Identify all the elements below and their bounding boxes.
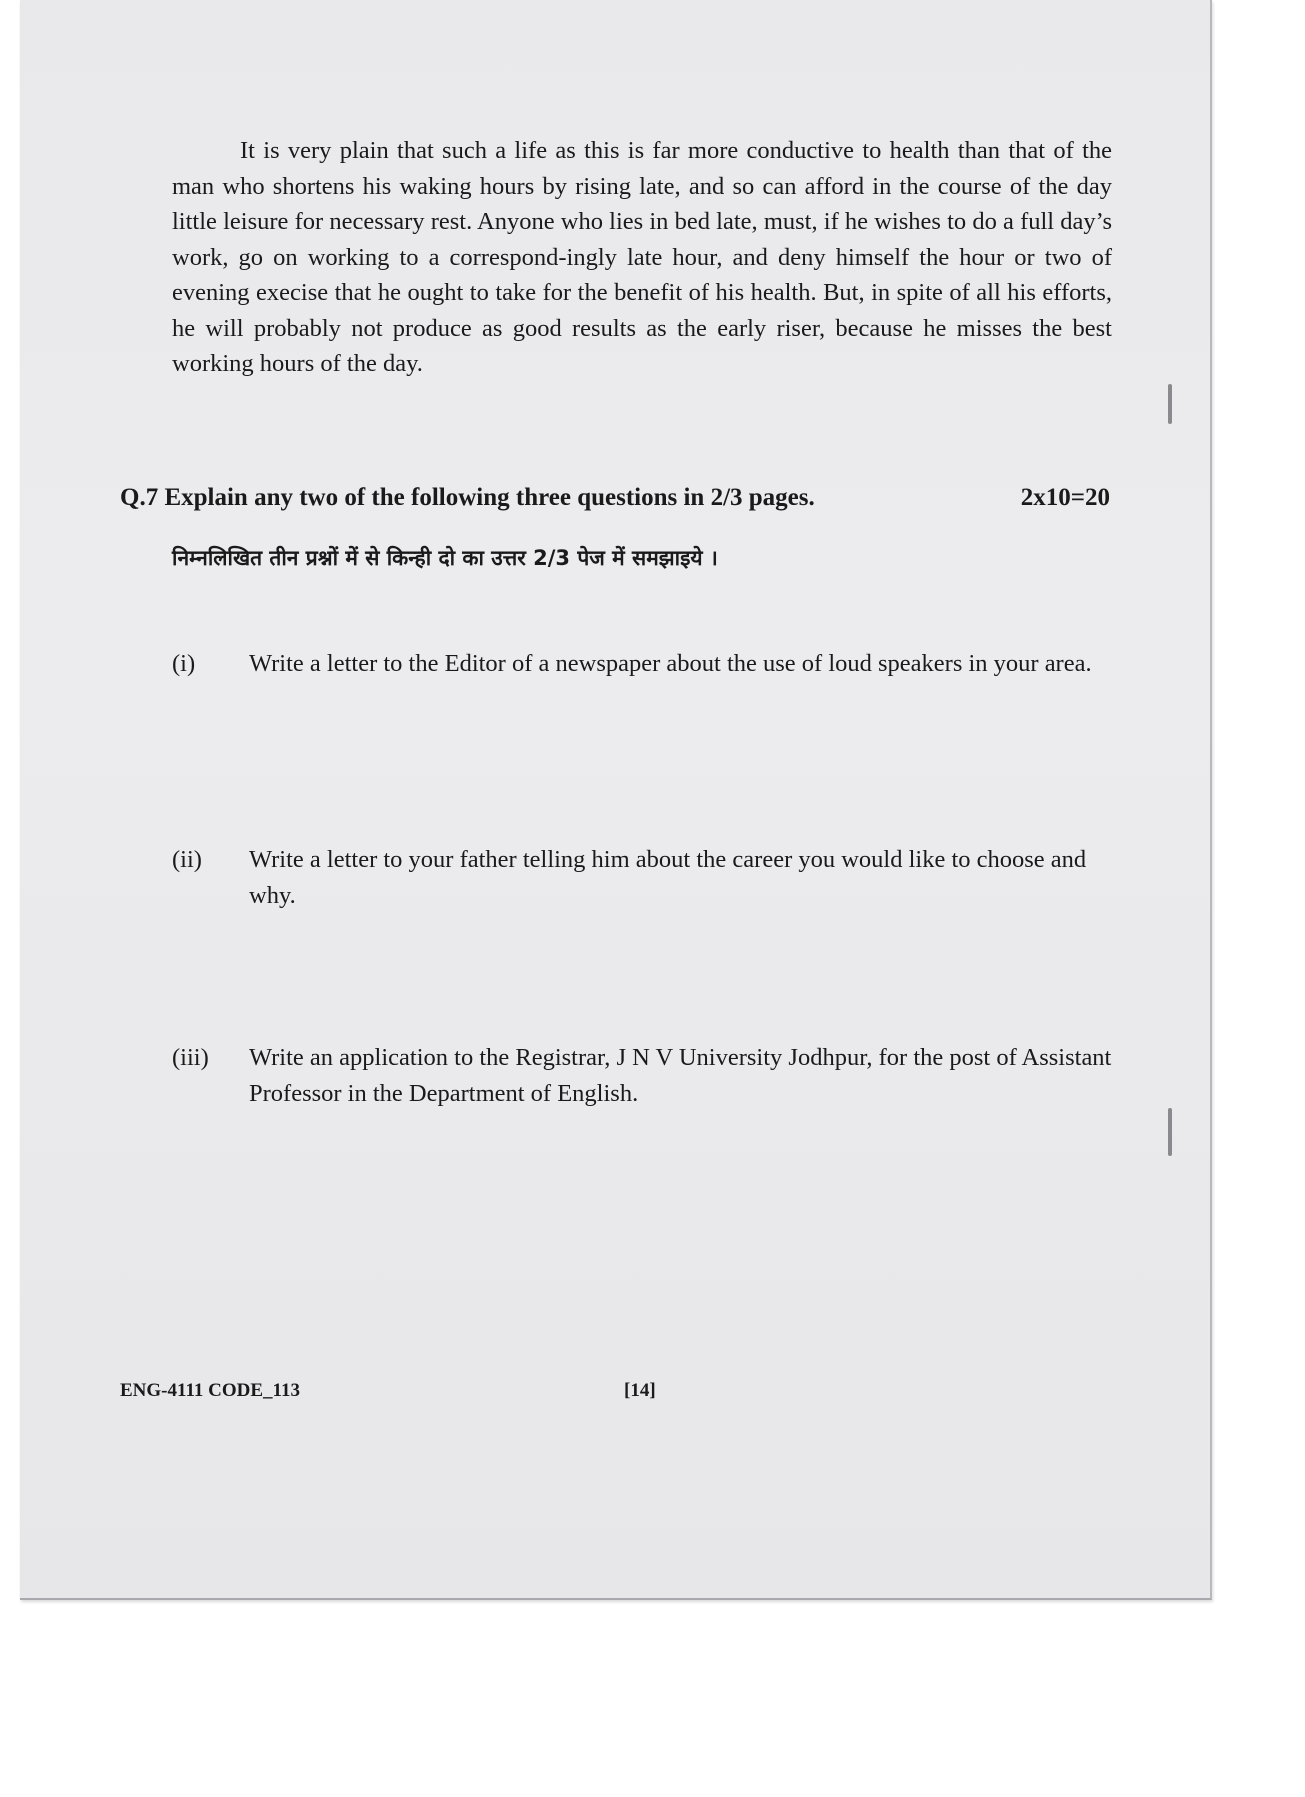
question-marks: 2x10=20 bbox=[1020, 484, 1110, 511]
item-text: Write a letter to your father telling him about the career you would like to choose and why. bbox=[249, 846, 1087, 909]
question-hindi-instruction: निम्नलिखित तीन प्रश्नों में से किन्ही दो का उत्तर 2/3 पेज में समझाइये । bbox=[172, 546, 718, 570]
item-text: Write an application to the Registrar, J N V University Jodhpur, for the post of Assistant Professor in the Department of English. bbox=[249, 1044, 1112, 1107]
staple-mark bbox=[1168, 1108, 1172, 1156]
item-number: (iii) bbox=[172, 1044, 209, 1071]
question-item bbox=[172, 646, 1117, 682]
question-item bbox=[172, 842, 1117, 913]
staple-mark bbox=[1168, 384, 1172, 424]
item-number: (i) bbox=[172, 650, 196, 677]
exam-page bbox=[20, 0, 1212, 1600]
footer-page-number: [14] bbox=[624, 1380, 656, 1401]
question-header bbox=[120, 484, 1110, 512]
footer-paper-code: ENG-4111 CODE_113 bbox=[120, 1380, 300, 1401]
item-number: (ii) bbox=[172, 846, 202, 873]
passage-paragraph: It is very plain that such a life as this is far more conductive to health than that of the man who shortens his waking hours by rising late, and so can afford in the course of the day little leisure for necessary rest. Anyone who lies in bed late, must, if he wishes to do a full day’s work, go on working to a correspond-ingly late hour, and deny himself the hour or two of evening execise that he ought to take for the benefit of his health. But, in spite of all his efforts, he will probably not produce as good results as the early riser, because he misses the best working hours of the day. bbox=[172, 137, 1112, 377]
question-item bbox=[172, 1040, 1117, 1111]
item-text: Write a letter to the Editor of a newspaper about the use of loud speakers in your area. bbox=[249, 650, 1092, 677]
question-label: Q.7 Explain any two of the following three questions in 2/3 pages. bbox=[120, 484, 815, 511]
